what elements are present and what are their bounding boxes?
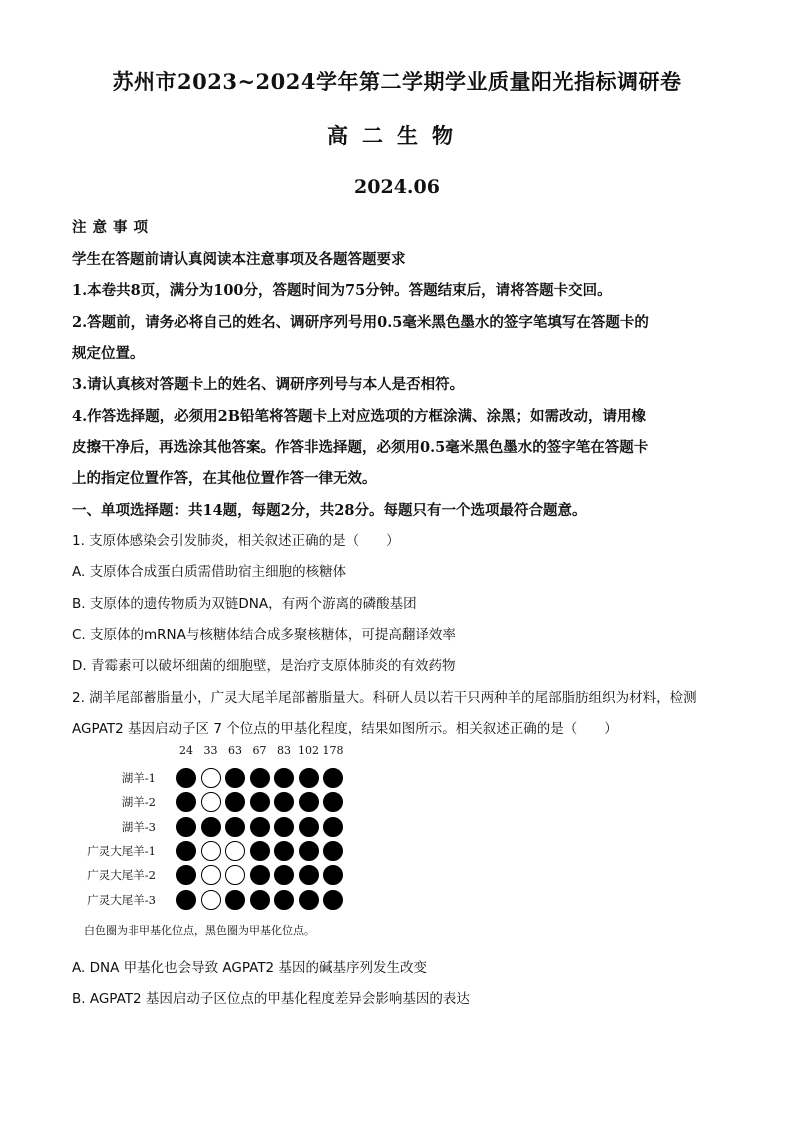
q1-option-c: C. 支原体的mRNA与核糖体结合成多聚核糖体，可提高翻译效率 [72,627,456,643]
figure-column-label: 24 [179,744,193,757]
exam-date: 2024.06 [354,176,440,198]
unmethylated-site-dot [201,865,221,885]
figure-row-label: 湖羊-3 [121,819,156,834]
methylated-site-dot [323,890,343,910]
methylated-site-dot [274,890,294,910]
methylated-site-dot [225,792,245,812]
exam-subject: 高二生物 [327,123,467,148]
methylated-site-dot [201,817,221,837]
methylated-site-dot [299,865,319,885]
methylated-site-dot [176,841,196,861]
methylated-site-dot [274,768,294,788]
methylated-site-dot [323,817,343,837]
unmethylated-site-dot [201,792,221,812]
methylated-site-dot [250,841,270,861]
notice-intro: 学生在答题前请认真阅读本注意事项及各题答题要求 [72,251,406,268]
methylated-site-dot [250,792,270,812]
notice-item-2-line-1: 2.答题前，请务必将自己的姓名、调研序列号用0.5毫米黑色墨水的签字笔填写在答题卡的 [72,314,649,331]
methylated-site-dot [225,890,245,910]
figure-column-label: 102 [298,744,319,757]
methylated-site-dot [323,768,343,788]
figure-row-label: 湖羊-1 [121,771,156,785]
figure-column-label: 67 [252,744,267,757]
methylated-site-dot [225,817,245,837]
figure-row-label: 广灵大尾羊-1 [87,843,156,858]
methylated-site-dot [299,890,319,910]
figure-caption: 白色圈为非甲基化位点，黑色圈为甲基化位点。 [84,924,315,937]
methylated-site-dot [274,841,294,861]
notice-heading: 注意事项 [72,219,154,236]
figure-column-label: 63 [228,744,242,757]
methylated-site-dot [323,865,343,885]
q2-stem-line-2: AGPAT2 基因启动子区 7 个位点的甲基化程度，结果如图所示。相关叙述正确的是（ ） [72,721,618,737]
methylated-site-dot [250,817,270,837]
methylated-site-dot [225,768,245,788]
notice-item-1: 1.本卷共8页，满分为100分，答题时间为75分钟。答题结束后，请将答题卡交回。 [72,282,612,299]
methylated-site-dot [176,890,196,910]
figure-row-label: 广灵大尾羊-2 [87,868,156,883]
methylated-site-dot [299,841,319,861]
figure-column-label: 178 [322,744,344,757]
methylation-figure [72,744,372,944]
notice-item-3: 3.请认真核对答题卡上的姓名、调研序列号与本人是否相符。 [72,376,465,393]
notice-item-2-line-2: 规定位置。 [72,345,145,362]
q1-option-b: B. 支原体的遗传物质为双链DNA，有两个游离的磷酸基团 [72,596,417,612]
figure-column-label: 83 [277,744,291,757]
methylated-site-dot [176,768,196,788]
methylated-site-dot [299,768,319,788]
notice-item-4-line-3: 上的指定位置作答，在其他位置作答一律无效。 [72,470,377,487]
q1-option-a: A. 支原体合成蛋白质需借助宿主细胞的核糖体 [72,564,347,580]
figure-row-label: 湖羊-2 [121,795,156,810]
methylated-site-dot [274,817,294,837]
methylated-site-dot [250,865,270,885]
unmethylated-site-dot [201,890,221,910]
section-heading: 一、单项选择题：共14题，每题2分，共28分。每题只有一个选项最符合题意。 [72,502,587,519]
methylated-site-dot [176,792,196,812]
unmethylated-site-dot [201,768,221,788]
q1-option-d: D. 青霉素可以破坏细菌的细胞壁，是治疗支原体肺炎的有效药物 [72,658,456,674]
methylated-site-dot [250,890,270,910]
methylated-site-dot [176,865,196,885]
unmethylated-site-dot [201,841,221,861]
methylated-site-dot [274,865,294,885]
figure-column-label: 33 [203,744,218,757]
notice-item-4-line-2: 皮擦干净后，再选涂其他答案。作答非选择题，必须用0.5毫米黑色墨水的签字笔在答题卡 [72,439,649,456]
methylated-site-dot [323,841,343,861]
methylated-site-dot [176,817,196,837]
unmethylated-site-dot [225,841,245,861]
methylated-site-dot [250,768,270,788]
q2-option-a: A. DNA 甲基化也会导致 AGPAT2 基因的碱基序列发生改变 [72,960,427,976]
notice-item-4-line-1: 4.作答选择题，必须用2B铅笔将答题卡上对应选项的方框涂满、涂黑；如需改动，请用橡 [72,408,646,425]
exam-title: 苏州市2023~2024学年第二学期学业质量阳光指标调研卷 [112,69,682,94]
methylated-site-dot [274,792,294,812]
q2-option-b: B. AGPAT2 基因启动子区位点的甲基化程度差异会影响基因的表达 [72,991,470,1007]
methylated-site-dot [299,817,319,837]
unmethylated-site-dot [225,865,245,885]
q2-stem-line-1: 2. 湖羊尾部蓄脂量小，广灵大尾羊尾部蓄脂量大。科研人员以若干只两种羊的尾部脂肪组织为材料，检测 [72,690,697,706]
q1-stem: 1. 支原体感染会引发肺炎，相关叙述正确的是（ ） [72,533,400,549]
methylated-site-dot [323,792,343,812]
figure-row-label: 广灵大尾羊-3 [87,892,156,907]
methylated-site-dot [299,792,319,812]
